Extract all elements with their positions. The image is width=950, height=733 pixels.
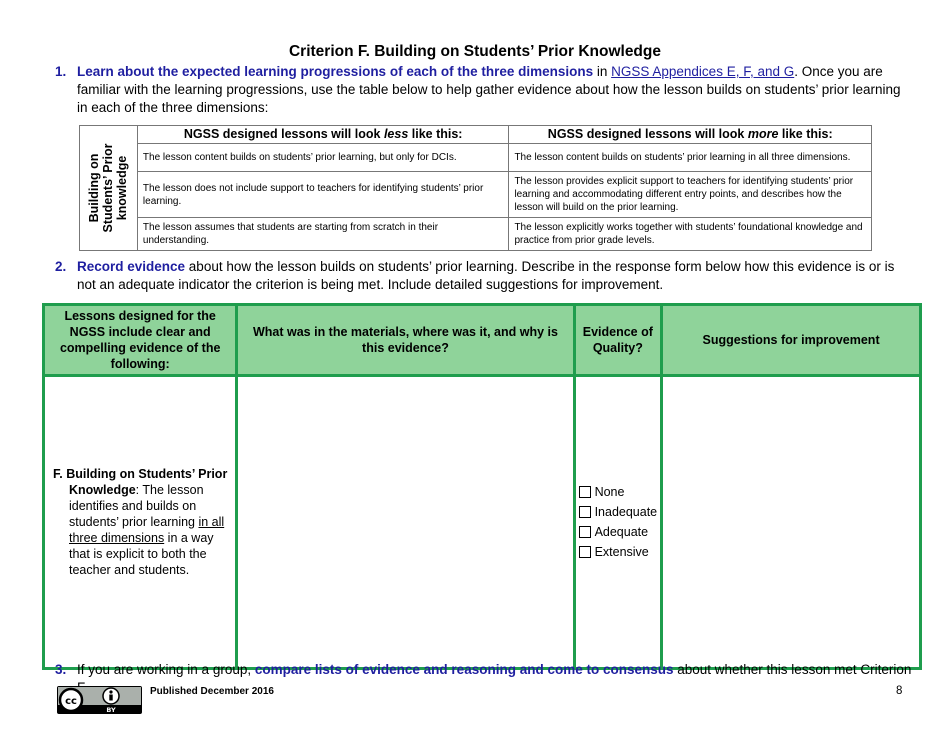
step-2-highlight: Record evidence (77, 259, 186, 274)
quality-option-none[interactable]: None (579, 484, 658, 500)
more-cell: The lesson provides explicit support to teachers for identifying students’ prior learning and accommodating different entry points, and describes how the lesson will build on the prior learning. (509, 172, 872, 218)
step-3-highlight: compare lists of evidence and reasoning and come to consensus (254, 662, 674, 677)
page-title: Criterion F. Building on Students’ Prior Knowledge (288, 43, 661, 60)
quality-cell (574, 376, 662, 669)
form-header-suggestions: Suggestions for improvement (662, 305, 921, 376)
more-cell: The lesson explicitly works together with students’ foundational knowledge and practice from prior grade levels. (509, 218, 872, 251)
step-1-text: . Once you are familiar with the learning progressions, use the table below to help gather evidence about how the lesson builds on students’ prior learning in each of the three dimensions: (77, 64, 901, 115)
step-1 (55, 63, 910, 117)
quality-option-inadequate[interactable]: Inadequate (579, 504, 658, 520)
step-3-number: 3. (55, 662, 67, 677)
less-like-this-header: NGSS designed lessons will look less like this: (137, 126, 509, 144)
step-3-pre: If you are working in a group, (77, 662, 255, 677)
checkbox-empty-icon[interactable] (579, 486, 591, 498)
step-2-number: 2. (55, 259, 67, 274)
comparison-row (80, 218, 872, 251)
form-header-criteria: Lessons designed for the NGSS include clear and compelling evidence of the following: (44, 305, 237, 376)
quality-option-extensive[interactable]: Extensive (579, 544, 658, 560)
less-cell: The lesson content builds on students’ prior learning, but only for DCIs. (137, 144, 509, 172)
suggestions-response-cell[interactable] (662, 376, 921, 669)
criterion-cell (44, 376, 237, 669)
comparison-row-label-cell (80, 126, 138, 251)
step-1-pre-link: in (593, 64, 612, 79)
quality-option-adequate[interactable]: Adequate (579, 524, 658, 540)
comparison-row (80, 144, 872, 172)
comparison-table (79, 125, 872, 251)
ngss-appendices-link[interactable]: NGSS Appendices E, F, and G (611, 64, 795, 79)
step-1-number: 1. (55, 64, 67, 79)
step-3-text: about whether this lesson met Criterion (677, 662, 912, 677)
less-cell: The lesson does not include support to teachers for identifying students’ prior learning. (137, 172, 509, 218)
evidence-response-cell[interactable] (237, 376, 574, 669)
comparison-row (80, 172, 872, 218)
form-header-evidence: What was in the materials, where was it, and why is this evidence? (237, 305, 574, 376)
more-like-this-header: NGSS designed lessons will look more like this: (509, 126, 872, 144)
svg-text:cc: cc (65, 696, 77, 707)
checkbox-empty-icon[interactable] (579, 546, 591, 558)
page-number: 8 (896, 685, 903, 697)
checkbox-empty-icon[interactable] (579, 506, 591, 518)
step-2-text: about how the lesson builds on students’ prior learning. Describe in the response form below how this evidence is or is not an adequate indicator the criterion is being met. Include detailed suggestions for improvement. (77, 259, 895, 292)
response-form (42, 303, 922, 670)
comparison-row-label: Building on Students’ Prior knowledge (87, 143, 130, 233)
less-cell: The lesson assumes that students are starting from scratch in their understanding. (137, 218, 509, 251)
more-cell: The lesson content builds on students’ prior learning in all three dimensions. (509, 144, 872, 172)
form-header-quality: Evidence of Quality? (574, 305, 662, 376)
criterion-description: F. Building on Students’ Prior Knowledge: The lesson identifies and builds on students’ prior learning in all three dimensions in a way that is explicit to both the teacher and students. (53, 467, 228, 577)
step-1-highlight: Learn about the expected learning progressions of each of the three dimensions (77, 64, 594, 79)
checkbox-empty-icon[interactable] (579, 526, 591, 538)
step-2 (55, 258, 910, 294)
license-badge-text: BY (106, 706, 116, 714)
published-date: Published December 2016 (150, 686, 274, 697)
creative-commons-by-icon (57, 686, 142, 714)
